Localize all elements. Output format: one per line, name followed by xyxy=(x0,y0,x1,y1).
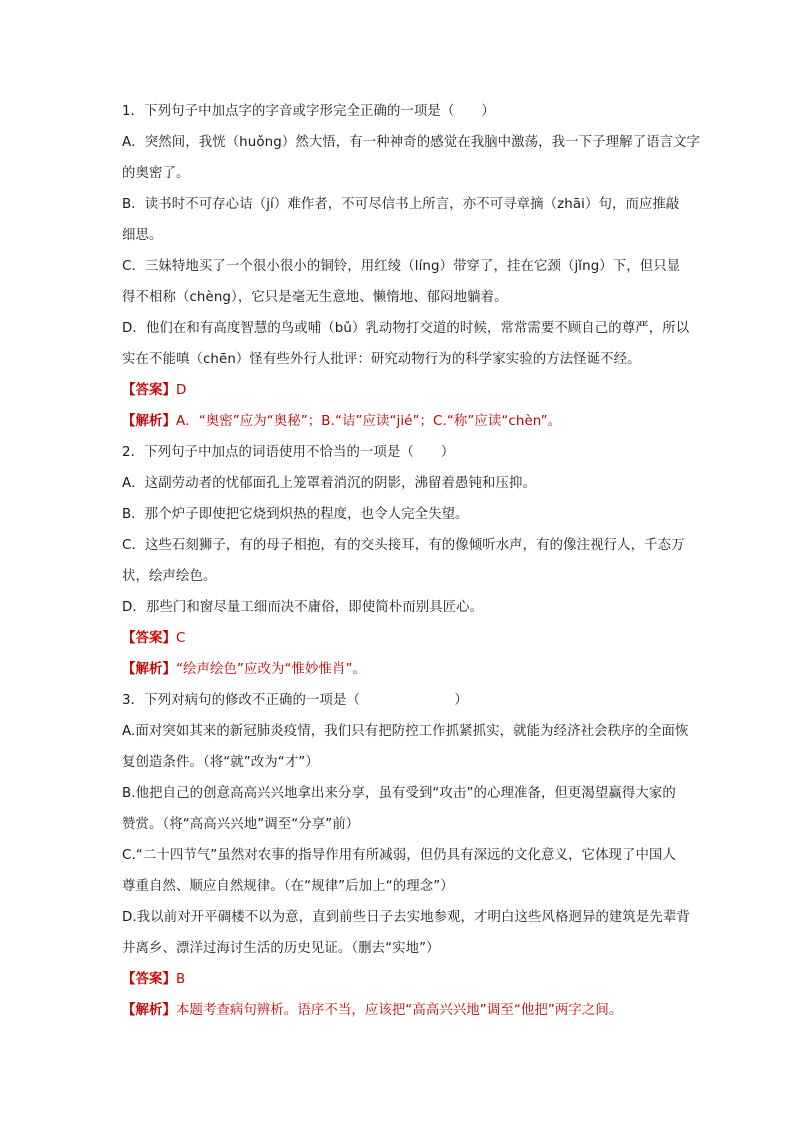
analysis-text: 本题考查病句辨析。语序不当，应该把“高高兴兴地”调至“他把”两字之间。 xyxy=(175,1003,623,1018)
q2-option-b-line1: B．那个炉子即使把它烧到炽热的程度，也令人完全失望。 xyxy=(122,507,469,522)
q3-option-a-line1: A.面对突如其来的新冠肺炎疫情，我们只有把防控工作抓紧抓实，就能为经济社会秩序的全面恢 xyxy=(122,724,689,739)
q1-option-d-line1: D．他们在和有高度智慧的鸟或哺（bǔ）乳动物打交道的时候，常常需要不顾自己的尊严，所以 xyxy=(122,321,690,336)
q2-title: 2．下列句子中加点的词语使用不恰当的一项是（ ） xyxy=(122,445,455,460)
q2-option-c-line1: C．这些石刻狮子，有的母子相抱，有的交头接耳，有的像倾听水声，有的像注视行人，千态万 xyxy=(122,538,685,553)
q3-option-c-line1: C.“二十四节气”虽然对农事的指导作用有所减弱，但仍具有深远的文化意义，它体现了中国人 xyxy=(122,848,677,863)
q1-option-d-line2: 实在不能嗔（chēn）怪有些外行人批评：研究动物行为的科学家实验的方法怪诞不经。 xyxy=(122,352,641,367)
q1-option-b-line1: B．读书时不可存心诘（jí）难作者，不可尽信书上所言，亦不可寻章摘（zhāi）句，而应推敲 xyxy=(122,197,680,212)
q1-option-b-line2: 细思。 xyxy=(122,228,163,243)
document-page xyxy=(122,96,722,1026)
analysis-tag: 【解析】 xyxy=(122,1003,176,1018)
q1-answer xyxy=(122,375,722,406)
analysis-tag: 【解析】 xyxy=(122,414,176,429)
q1-analysis xyxy=(122,406,722,437)
q3-option-b-line1: B.他把自己的创意高高兴兴地拿出来分享，虽有受到“攻击”的心理准备，但更渴望赢得大家的 xyxy=(122,786,676,801)
q3-option-c-line2: 尊重自然、顺应自然规律。（在“规律”后加上“的理念”） xyxy=(122,879,454,894)
answer-value: B xyxy=(175,972,186,987)
q2-option-d-line1: D．那些门和窗尽量工细而决不庸俗，即使简朴而别具匠心。 xyxy=(122,600,484,615)
q1-option-c-line2: 得不相称（chèng），它只是毫无生意地、懒惰地、郁闷地躺着。 xyxy=(122,290,508,305)
q1-title: 1．下列句子中加点字的字音或字形完全正确的一项是（ ） xyxy=(122,104,495,119)
answer-tag: 【答案】 xyxy=(122,383,176,398)
q1-option-c-line1: C．三妹特地买了一个很小很小的铜铃，用红绫（líng）带穿了，挂在它颈（jǐng）下，但只显 xyxy=(122,259,681,274)
q3-analysis xyxy=(122,995,722,1026)
q2-option-c-line2: 状，绘声绘色。 xyxy=(122,569,217,584)
analysis-tag: 【解析】 xyxy=(122,662,176,677)
q1-option-a-line2: 的奥密了。 xyxy=(122,166,190,181)
q3-title: 3．下列对病句的修改不正确的一项是（ ） xyxy=(122,693,468,708)
answer-tag: 【答案】 xyxy=(122,631,176,646)
answer-value: C xyxy=(175,631,186,646)
q3-answer xyxy=(122,964,722,995)
q2-analysis xyxy=(122,654,722,685)
q3-option-d-line2: 井离乡、漂洋过海讨生活的历史见证。（删去“实地”） xyxy=(122,941,440,956)
analysis-text: “绘声绘色”应改为“惟妙惟肖”。 xyxy=(175,662,367,677)
q2-option-a-line1: A．这副劳动者的忧郁面孔上笼罩着消沉的阴影，沸留着愚钝和压抑。 xyxy=(122,476,536,491)
q3-option-a-line2: 复创造条件。（将“就”改为“才”） xyxy=(122,755,319,770)
answer-value: D xyxy=(175,383,187,398)
answer-tag: 【答案】 xyxy=(122,972,176,987)
q2-answer xyxy=(122,623,722,654)
q3-option-b-line2: 赞赏。（将“高高兴兴地”调至“分享”前） xyxy=(122,817,360,832)
q3-option-d-line1: D.我以前对开平碉楼不以为意，直到前些日子去实地参观，才明白这些风格迥异的建筑是先辈背 xyxy=(122,910,690,925)
q1-option-a-line1: A．突然间，我恍（huǒng）然大悟，有一种神奇的感觉在我脑中激荡，我一下子理解了语言文字 xyxy=(122,135,701,150)
analysis-text: A．“奥密”应为“奥秘”；B.“诘”应读“jié”；C.“称”应读“chèn”。 xyxy=(175,414,562,429)
